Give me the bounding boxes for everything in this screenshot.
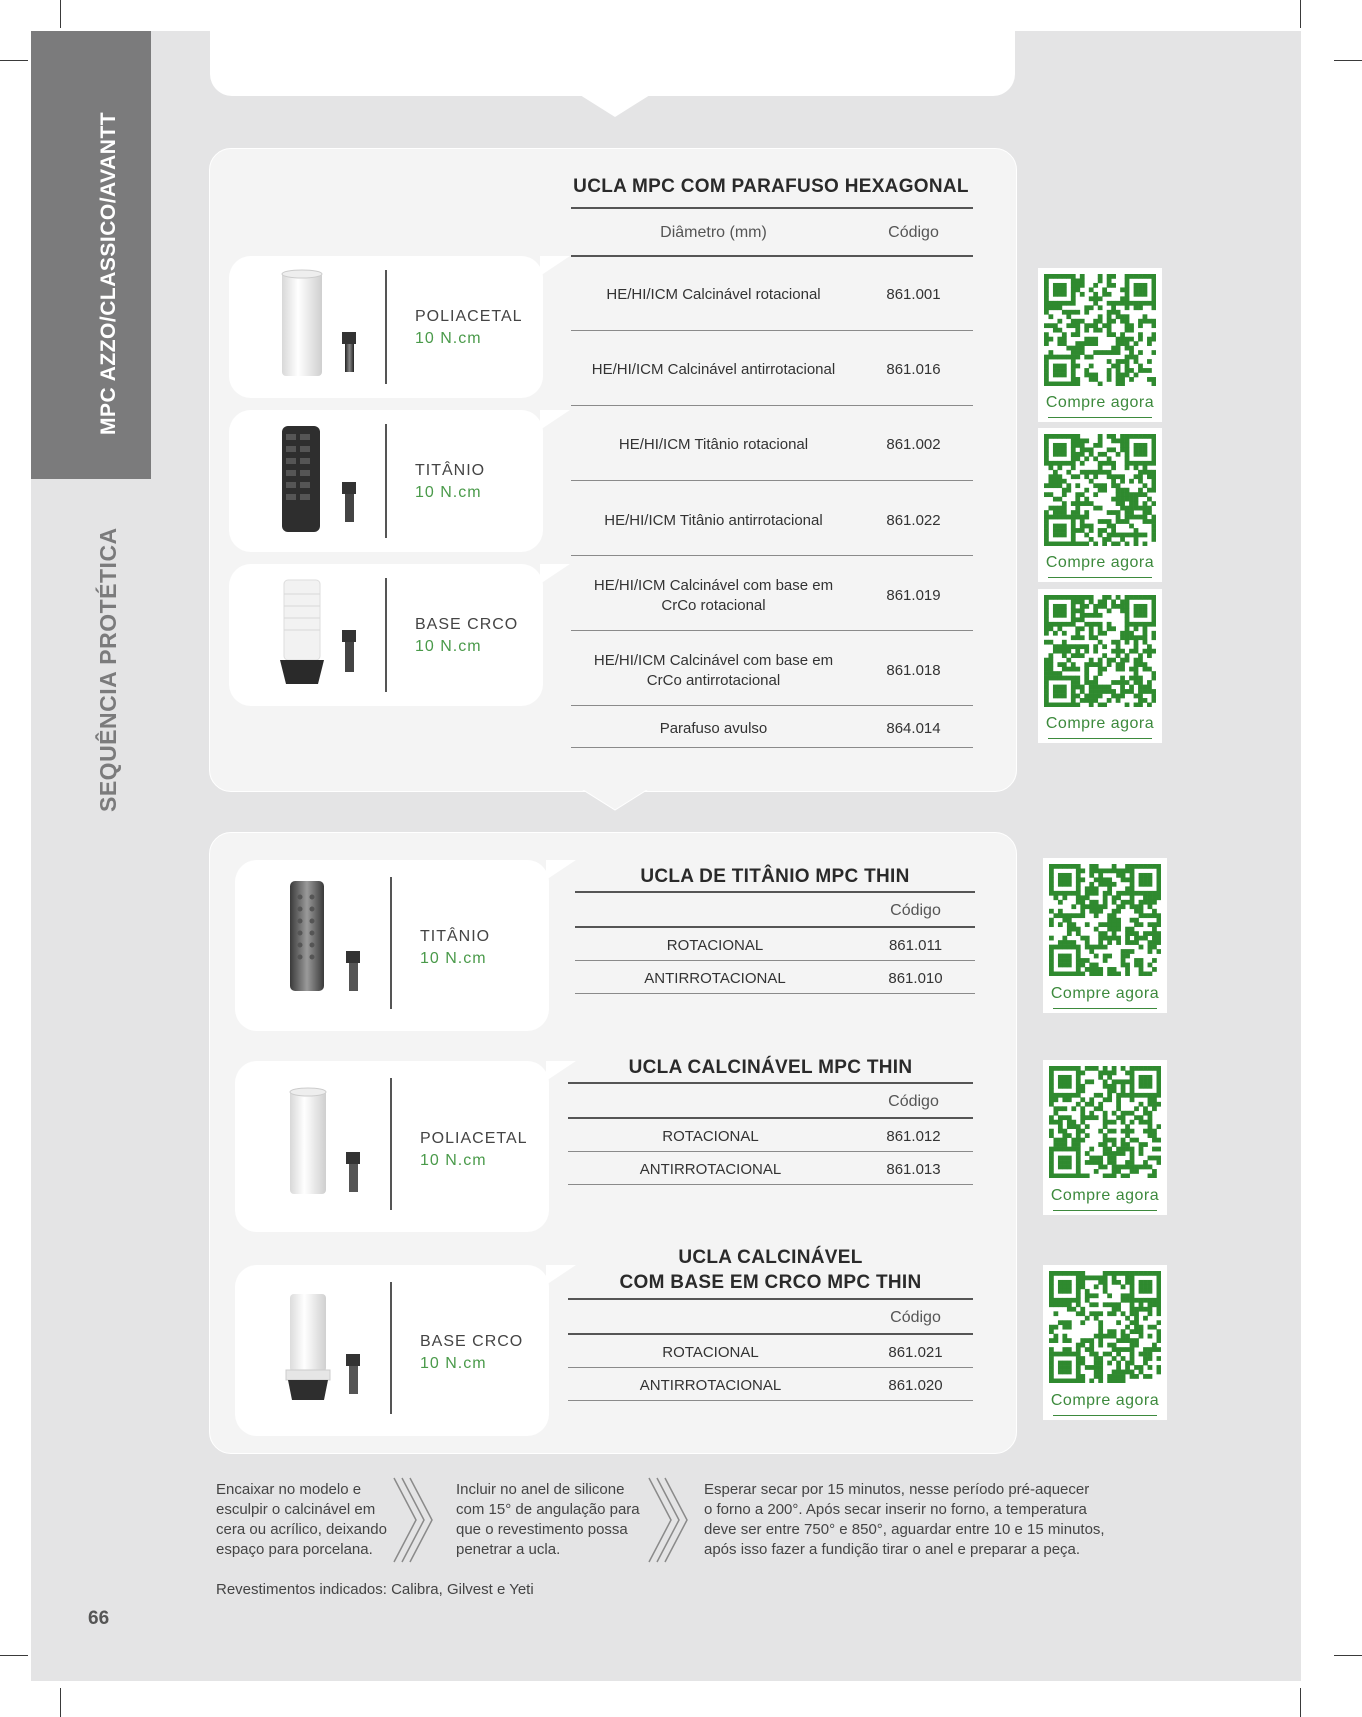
row-description: ANTIRROTACIONAL: [639, 1161, 782, 1178]
divider: [568, 1082, 973, 1084]
double-chevron-right-icon: [390, 1474, 440, 1566]
titanio-ucla-image: [270, 420, 370, 542]
row-description: ANTIRROTACIONAL: [644, 970, 786, 987]
qr-code-icon: [1049, 864, 1161, 976]
base-crco-thin-image: [280, 1280, 380, 1406]
row-code: 861.011: [888, 937, 943, 954]
divider: [571, 255, 973, 257]
titanio-thin-image: [280, 875, 380, 1001]
crop-mark: [60, 1688, 61, 1717]
row-description: HE/HI/ICM Calcinável antirrotacional: [591, 361, 836, 378]
section-tab: [31, 31, 151, 479]
qr-code-icon: [1044, 434, 1156, 546]
divider: [571, 405, 973, 406]
link-underline: [1053, 1415, 1157, 1416]
torque-label: 10 N.cm: [415, 330, 482, 347]
column-header: Código: [890, 1309, 941, 1326]
panel-pointer: [580, 788, 650, 812]
table-title: UCLA MPC COM PARAFUSO HEXAGONAL: [573, 176, 969, 197]
divider: [568, 1400, 973, 1401]
divider: [571, 747, 973, 748]
qr-code-icon: [1044, 274, 1156, 386]
column-header: Código: [890, 902, 941, 919]
qr-code-card[interactable]: [1038, 428, 1162, 582]
torque-label: 10 N.cm: [420, 950, 487, 967]
crop-mark: [1300, 1688, 1301, 1717]
crop-mark: [1300, 0, 1301, 28]
poliacetal-thin-image: [280, 1076, 380, 1202]
divider: [571, 480, 973, 481]
divider: [568, 1367, 973, 1368]
poliacetal-ucla-image: [270, 266, 370, 388]
divider: [571, 555, 973, 556]
divider: [568, 1117, 973, 1119]
table-title-line2: COM BASE EM CRCO MPC THIN: [619, 1272, 922, 1293]
card-divider: [385, 578, 387, 692]
top-banner: [210, 31, 1015, 96]
column-header: Código: [888, 1093, 939, 1110]
divider: [571, 630, 973, 631]
step-2-text: Incluir no anel de silicone com 15° de angulação para que o revestimento possa penetrar a ucla.: [456, 1481, 640, 1558]
row-description: ROTACIONAL: [662, 1128, 759, 1145]
row-code: 861.002: [886, 436, 941, 453]
card-divider: [385, 270, 387, 384]
qr-code-icon: [1049, 1066, 1161, 1178]
material-label: POLIACETAL 10 N.cm: [420, 1130, 528, 1169]
material-label: TITÂNIO 10 N.cm: [415, 462, 486, 501]
divider: [575, 960, 975, 961]
qr-code-card[interactable]: [1038, 589, 1162, 743]
investment-note: Revestimentos indicados: Calibra, Gilvest e Yeti: [216, 1581, 534, 1598]
link-underline: [1048, 417, 1152, 418]
qr-code-card[interactable]: [1038, 268, 1162, 422]
step-1-text: Encaixar no modelo e esculpir o calcinável em cera ou acrílico, deixando espaço para porcelana.: [216, 1481, 387, 1558]
crop-mark: [0, 1655, 28, 1656]
row-description: ROTACIONAL: [666, 937, 764, 954]
divider: [575, 891, 975, 893]
table-title-line1: UCLA CALCINÁVEL: [678, 1247, 863, 1268]
buy-now-link[interactable]: Compre agora: [1050, 1392, 1160, 1409]
category-label: SEQUÊNCIA PROTÉTICA: [95, 527, 121, 812]
row-code: 861.010: [888, 970, 943, 987]
torque-label: 10 N.cm: [415, 484, 482, 501]
crop-mark: [1334, 1655, 1362, 1656]
step-3-text: Esperar secar por 15 minutos, nesse período pré-aquecer o forno a 200°. Após secar inserir no forno, a temperatura deve ser entre 750° e 850°, aguardar entre 10 e 15 minutos, após isso fazer a fundição tirar o anel e preparar a peça.: [704, 1481, 1105, 1558]
row-code: 864.014: [886, 720, 941, 737]
row-description: HE/HI/ICM Titânio rotacional: [618, 436, 809, 453]
base-crco-ucla-image: [270, 574, 370, 696]
divider: [575, 993, 975, 994]
card-pointer: [540, 256, 570, 276]
crop-mark: [1334, 60, 1362, 61]
buy-now-link[interactable]: Compre agora: [1045, 715, 1155, 732]
banner-pointer: [580, 95, 650, 119]
divider: [571, 705, 973, 706]
link-underline: [1048, 577, 1152, 578]
card-pointer: [540, 564, 570, 584]
row-code: 861.001: [886, 286, 941, 303]
row-description: HE/HI/ICM Calcinável rotacional: [606, 286, 821, 303]
row-description: HE/HI/ICM Calcinável com base em CrCo antirrotacional: [593, 652, 834, 689]
buy-now-link[interactable]: Compre agora: [1045, 554, 1155, 571]
link-underline: [1053, 1008, 1157, 1009]
torque-label: 10 N.cm: [420, 1355, 487, 1372]
table-title: UCLA DE TITÂNIO MPC THIN: [640, 866, 910, 887]
section-label: MPC AZZO/CLASSICO/AVANTT: [97, 111, 120, 435]
row-code: 861.018: [886, 662, 941, 679]
row-code: 861.019: [886, 587, 941, 604]
column-header: Diâmetro (mm): [660, 224, 767, 241]
page-number: 66: [88, 1608, 110, 1629]
card-divider: [390, 1078, 392, 1210]
qr-code-icon: [1049, 1271, 1161, 1383]
link-underline: [1053, 1210, 1157, 1211]
buy-now-link[interactable]: Compre agora: [1050, 1187, 1160, 1204]
divider: [575, 926, 975, 928]
torque-label: 10 N.cm: [420, 1152, 487, 1169]
row-description: ROTACIONAL: [662, 1344, 759, 1361]
divider: [568, 1151, 973, 1152]
qr-code-card[interactable]: [1043, 1060, 1167, 1215]
torque-label: 10 N.cm: [415, 638, 482, 655]
crop-mark: [60, 0, 61, 28]
row-description: ANTIRROTACIONAL: [639, 1377, 782, 1394]
column-header: Código: [888, 224, 939, 241]
row-code: 861.020: [888, 1377, 943, 1394]
row-description: HE/HI/ICM Calcinável com base em CrCo rotacional: [593, 577, 834, 614]
row-description: Parafuso avulso: [659, 720, 768, 737]
buy-now-link[interactable]: Compre agora: [1045, 394, 1155, 411]
row-code: 861.013: [886, 1161, 941, 1178]
link-underline: [1048, 738, 1152, 739]
card-pointer: [546, 860, 576, 880]
crop-mark: [0, 60, 28, 61]
material-label: BASE CRCO 10 N.cm: [415, 616, 519, 655]
row-code: 861.021: [888, 1344, 943, 1361]
qr-code-icon: [1044, 595, 1156, 707]
double-chevron-right-icon: [645, 1474, 695, 1566]
card-divider: [390, 877, 392, 1009]
table-title: UCLA CALCINÁVEL MPC THIN: [628, 1057, 913, 1078]
row-code: 861.016: [886, 361, 941, 378]
row-description: HE/HI/ICM Titânio antirrotacional: [604, 512, 823, 529]
qr-code-card[interactable]: [1043, 1265, 1167, 1420]
row-code: 861.022: [886, 512, 941, 529]
material-label: BASE CRCO 10 N.cm: [420, 1333, 524, 1372]
row-code: 861.012: [886, 1128, 941, 1145]
divider: [571, 330, 973, 331]
card-divider: [390, 1282, 392, 1414]
card-divider: [385, 424, 387, 538]
divider: [568, 1184, 973, 1185]
divider: [571, 207, 973, 209]
buy-now-link[interactable]: Compre agora: [1050, 985, 1160, 1002]
divider: [568, 1298, 973, 1300]
qr-code-card[interactable]: [1043, 858, 1167, 1013]
material-label: TITÂNIO 10 N.cm: [420, 928, 491, 967]
material-label: POLIACETAL 10 N.cm: [415, 308, 523, 347]
divider: [568, 1333, 973, 1335]
card-pointer: [540, 410, 570, 430]
